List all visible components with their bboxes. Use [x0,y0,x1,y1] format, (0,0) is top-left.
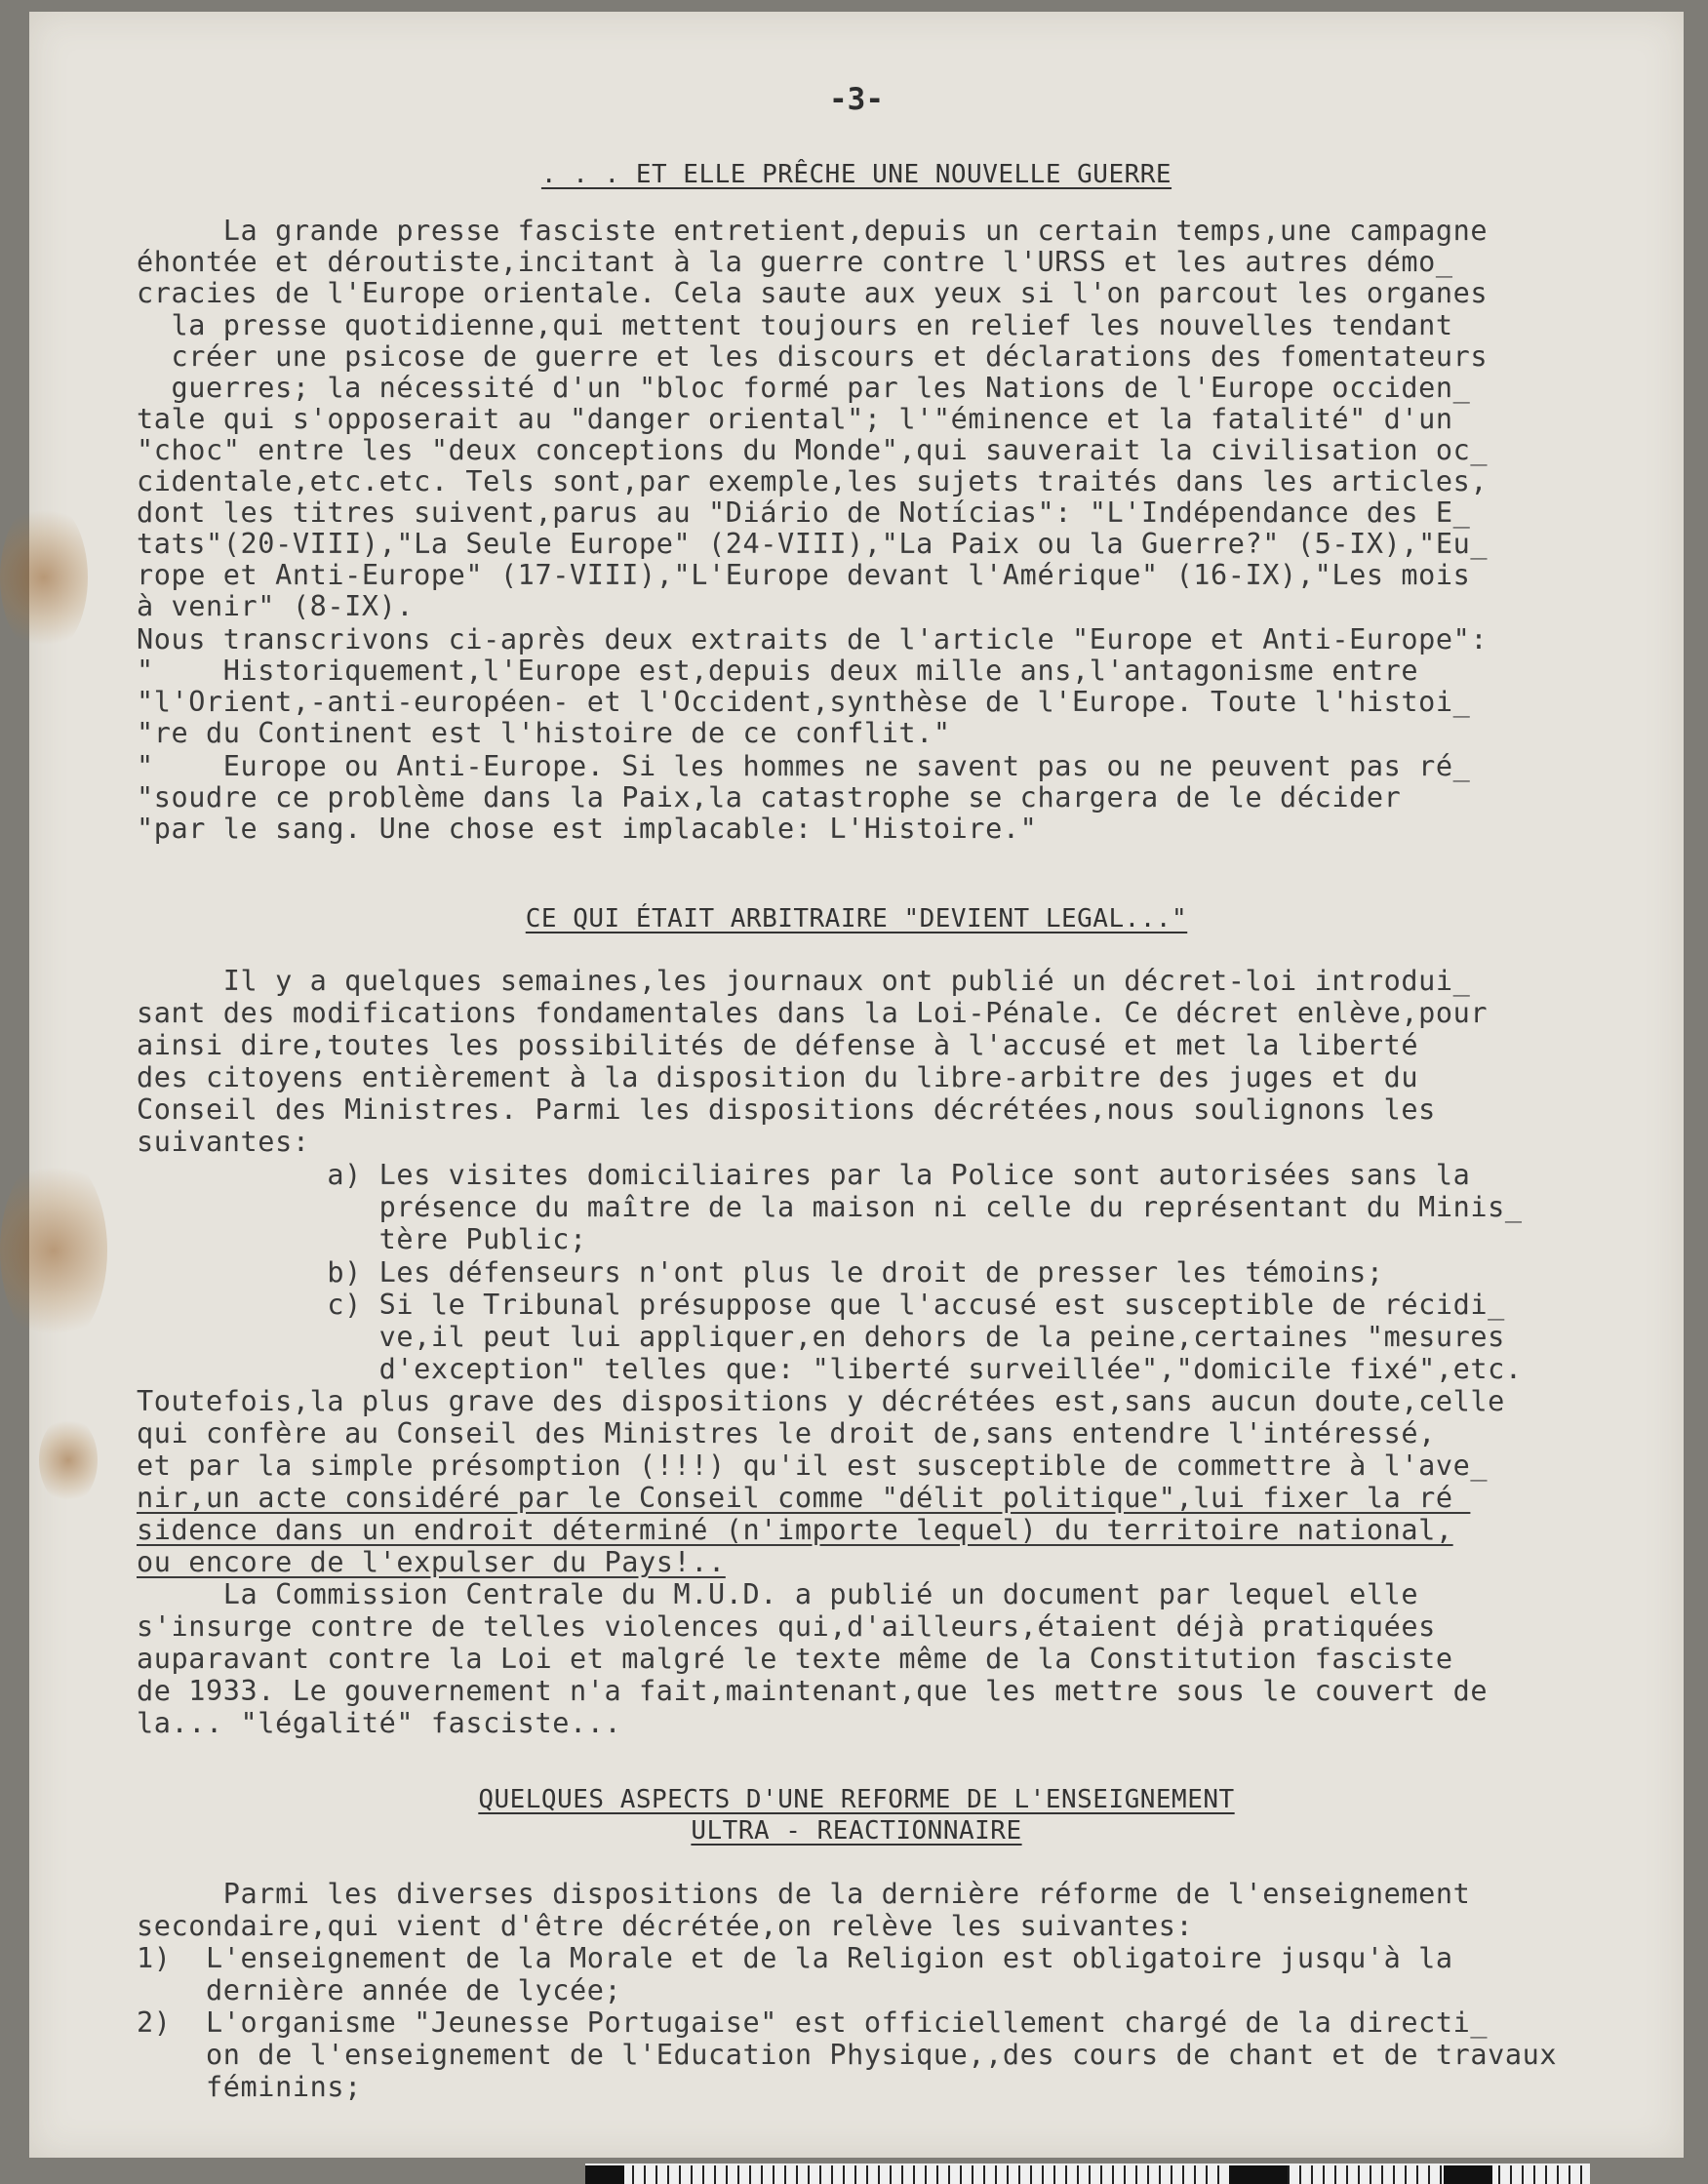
text-line: rope et Anti-Europe" (17-VIII),"L'Europe devant l'Amérique" (16-IX),"Les mois [137,559,1471,591]
text-line: dont les titres suivent,parus au "Diário de Notícias": "L'Indépendance des E_ [137,496,1471,529]
text-line: " Europe ou Anti-Europe. Si les hommes ne savent pas ou ne peuvent pas ré_ [137,750,1471,782]
text-line: Conseil des Ministres. Parmi les dispositions décrétées,nous soulignons les [137,1093,1436,1126]
text-line: Nous transcrivons ci-après deux extraits de l'article "Europe et Anti-Europe": [137,623,1489,655]
text-line: " Historiquement,l'Europe est,depuis deux mille ans,l'antagonisme entre [137,655,1419,687]
text-line: de 1933. Le gouvernement n'a fait,maintenant,que les mettre sous le couvert de [137,1675,1489,1707]
section-heading: . . . ET ELLE PRÊCHE UNE NOUVELLE GUERRE [540,160,1172,189]
section-heading: QUELQUES ASPECTS D'UNE REFORME DE L'ENSEIGNEMENT [478,1785,1235,1814]
section-heading: CE QUI ÉTAIT ARBITRAIRE "DEVIENT LEGAL..." [525,904,1188,933]
text-line: et par la simple présomption (!!!) qu'il est susceptible de commettre à l'ave_ [137,1449,1489,1482]
text-line: La Commission Centrale du M.U.D. a publié un document par lequel elle [137,1578,1419,1610]
page-number: -3- [829,82,884,117]
rust-stain [0,1153,107,1348]
measurement-scale [585,2164,1590,2184]
list-item: féminins; [137,2071,362,2103]
text-line: tale qui s'opposerait au "danger oriental"; l'"éminence et la fatalité" d'un [137,403,1453,435]
list-item: 1) L'enseignement de la Morale et de la Religion est obligatoire jusqu'à la [137,1942,1453,1974]
underlined-line: ou encore de l'expulser du Pays!.. [137,1546,726,1578]
list-item: a) Les visites domiciliaires par la Police sont autorisées sans la [137,1159,1471,1191]
list-item: tère Public; [137,1223,587,1255]
text-line: "l'Orient,-anti-européen- et l'Occident,synthèse de l'Europe. Toute l'histoi_ [137,686,1471,718]
text-line: la... "légalité" fasciste... [137,1707,622,1739]
list-item: dernière année de lycée; [137,1974,622,2006]
text-line: éhontée et déroutiste,incitant à la guerre contre l'URSS et les autres démo_ [137,246,1453,278]
rust-stain [0,499,88,655]
list-item: ve,il peut lui appliquer,en dehors de la peine,certaines "mesures [137,1321,1505,1353]
text-line: guerres; la nécessité d'un "bloc formé par les Nations de l'Europe occiden_ [137,372,1471,404]
text-line: cidentale,etc.etc. Tels sont,par exemple,les sujets traités dans les articles, [137,465,1489,497]
underlined-line: sidence dans un endroit déterminé (n'importe lequel) du territoire national, [137,1514,1453,1546]
list-item: on de l'enseignement de l'Education Physique,,des cours de chant et de travaux [137,2039,1558,2071]
text-line: des citoyens entièrement à la disposition du libre-arbitre des juges et du [137,1061,1419,1093]
list-item: c) Si le Tribunal présuppose que l'accusé est susceptible de récidi_ [137,1289,1505,1321]
text-line: auparavant contre la Loi et malgré le texte même de la Constitution fasciste [137,1643,1453,1675]
text-line: "par le sang. Une chose est implacable: L'Histoire." [137,813,1038,845]
underlined-line: nir,un acte considéré par le Conseil comme "délit politique",lui fixer la ré_ [137,1482,1471,1514]
text-line: créer une psicose de guerre et les discours et déclarations des fomentateurs [137,340,1489,373]
list-item: présence du maître de la maison ni celle du représentant du Minis_ [137,1191,1523,1223]
text-line: secondaire,qui vient d'être décrétée,on relève les suivantes: [137,1910,1194,1942]
text-line: La grande presse fasciste entretient,depuis un certain temps,une campagne [137,215,1489,247]
list-item: d'exception" telles que: "liberté surveillée","domicile fixé",etc. [137,1353,1523,1385]
text-line: qui confère au Conseil des Ministres le droit de,sans entendre l'intéressé, [137,1417,1436,1449]
text-line: "re du Continent est l'histoire de ce conflit." [137,717,951,749]
text-line: ainsi dire,toutes les possibilités de défense à l'accusé et met la liberté [137,1029,1419,1061]
document-page [29,12,1684,2158]
section-subheading: ULTRA - REACTIONNAIRE [691,1816,1022,1846]
text-line: Toutefois,la plus grave des dispositions y décrétées est,sans aucun doute,celle [137,1385,1505,1417]
text-line: à venir" (8-IX). [137,590,415,622]
text-line: s'insurge contre de telles violences qui,d'ailleurs,étaient déjà pratiquées [137,1610,1436,1643]
rust-stain [39,1416,98,1504]
text-line: la presse quotidienne,qui mettent toujours en relief les nouvelles tendant [137,309,1453,341]
list-item: 2) L'organisme "Jeunesse Portugaise" est officiellement chargé de la directi_ [137,2006,1489,2039]
text-line: sant des modifications fondamentales dans la Loi-Pénale. Ce décret enlève,pour [137,997,1489,1029]
text-line: "choc" entre les "deux conceptions du Monde",qui sauverait la civilisation oc_ [137,434,1489,466]
text-line: cracies de l'Europe orientale. Cela saute aux yeux si l'on parcout les organes [137,277,1489,309]
list-item: b) Les défenseurs n'ont plus le droit de presser les témoins; [137,1256,1384,1289]
text-line: suivantes: [137,1126,310,1158]
text-line: Parmi les diverses dispositions de la dernière réforme de l'enseignement [137,1878,1471,1910]
text-line: Il y a quelques semaines,les journaux ont publié un décret-loi introdui_ [137,965,1471,997]
text-line: "soudre ce problème dans la Paix,la catastrophe se chargera de le décider [137,781,1402,814]
text-line: tats"(20-VIII),"La Seule Europe" (24-VIII),"La Paix ou la Guerre?" (5-IX),"Eu_ [137,528,1489,560]
